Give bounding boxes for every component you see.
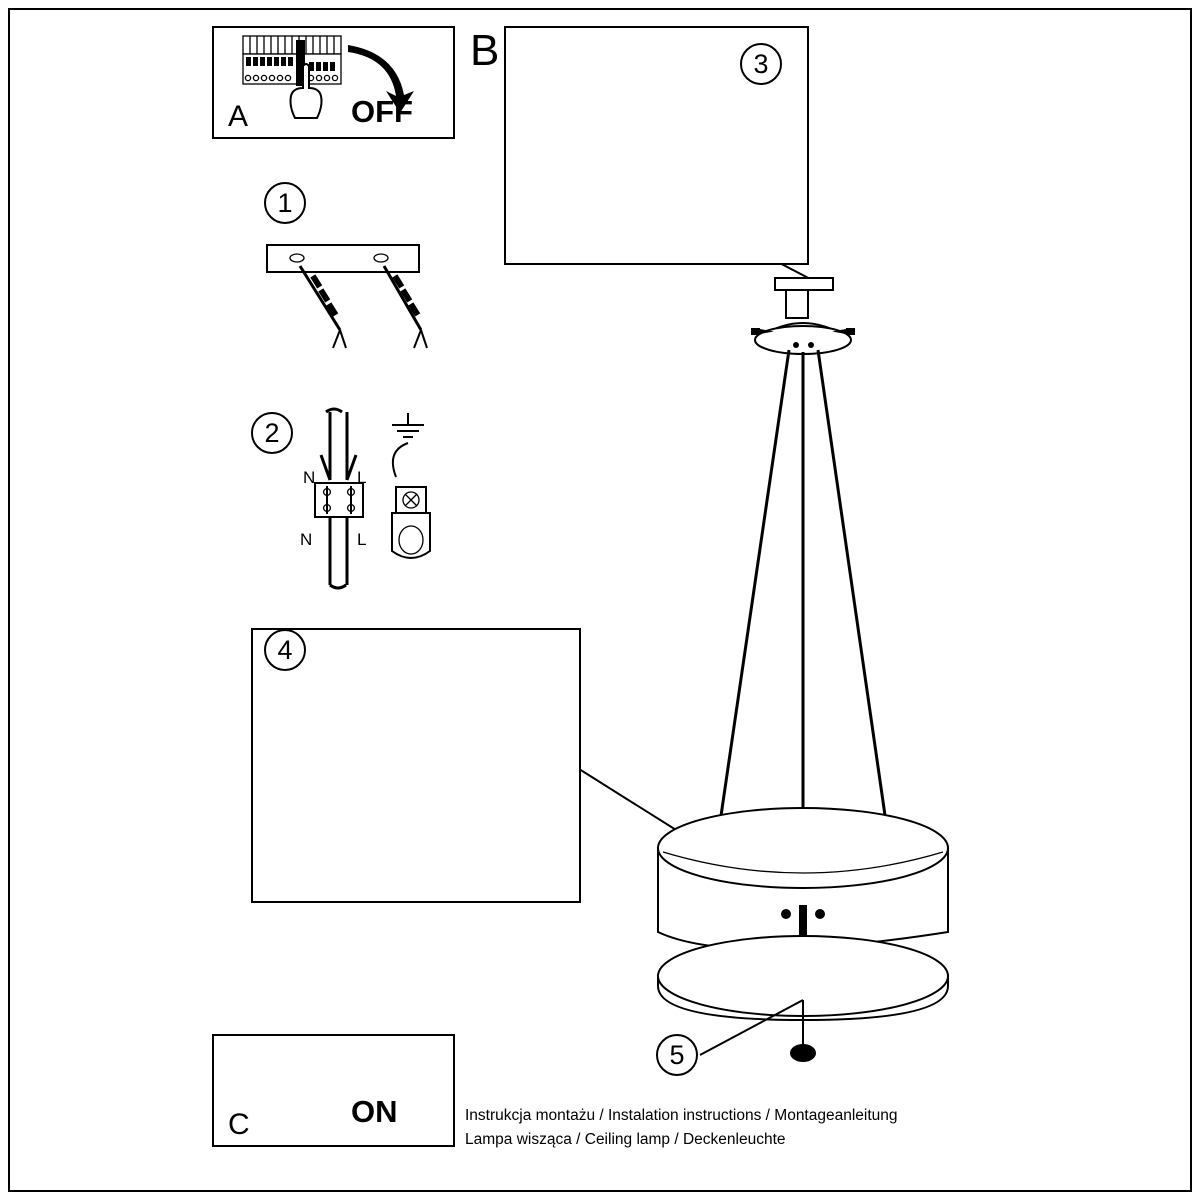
step-3-marker	[740, 43, 782, 85]
step-5-marker	[656, 1034, 698, 1076]
step-4-label: 4	[277, 634, 293, 665]
svg-text:N: N	[300, 530, 313, 549]
step-3-label: 3	[753, 48, 769, 79]
svg-text:L: L	[357, 468, 367, 487]
step-1-ceiling-plate	[267, 245, 427, 348]
earth-ground-icon	[392, 413, 424, 437]
step-a-action-label: OFF	[351, 94, 413, 129]
step-1-marker	[264, 182, 306, 224]
main-lamp-assembly	[658, 278, 948, 1062]
caption-line-1: Instrukcja montażu / Instalation instructions / Montageanleitung	[465, 1107, 898, 1124]
step-4-box	[251, 628, 581, 903]
step-2-terminal-block	[300, 409, 430, 588]
caption-line-2: Lampa wisząca / Ceiling lamp / Deckenleuchte	[465, 1131, 786, 1149]
svg-text:L: L	[357, 530, 367, 549]
fuse-box-icon-a	[243, 36, 341, 86]
step-1-label: 1	[277, 187, 293, 218]
step-c-action-label: ON	[351, 1094, 398, 1129]
step-b-letter: B	[470, 26, 500, 75]
step-4-marker	[264, 629, 306, 671]
step-5-label: 5	[669, 1039, 685, 1070]
step-a-letter: A	[228, 100, 249, 133]
caption-block	[465, 1104, 898, 1152]
step-2-label: 2	[264, 417, 280, 448]
step-2-marker	[251, 412, 293, 454]
step-c-letter: C	[228, 1108, 250, 1141]
svg-text:N: N	[303, 468, 316, 487]
